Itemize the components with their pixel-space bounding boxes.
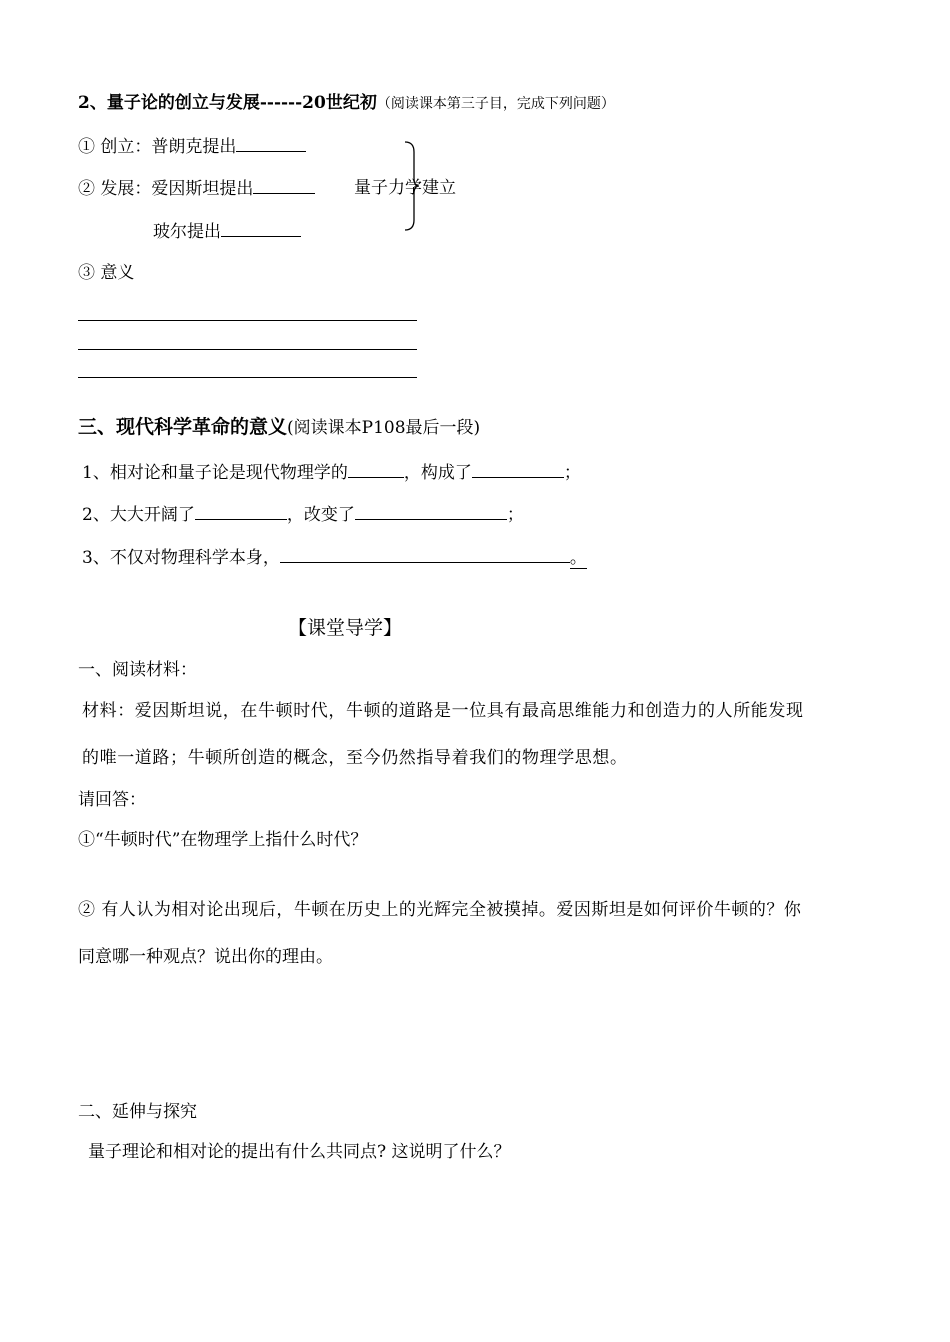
section2-heading-note: （阅读课本第三子目，完成下列问题） bbox=[376, 96, 615, 112]
answer-line-3[interactable] bbox=[78, 377, 417, 378]
answer-line-2[interactable] bbox=[78, 349, 417, 350]
guide-q1: ①“牛顿时代”在物理学上指什么时代？ bbox=[78, 830, 368, 850]
q3-end: 。 bbox=[569, 548, 587, 568]
q1-text-a: 1、相对论和量子论是现代物理学的 bbox=[82, 463, 348, 483]
item-creation-label: ① 创立：普朗克提出 bbox=[78, 137, 237, 157]
section3-heading bbox=[78, 414, 480, 441]
item-development bbox=[78, 177, 315, 200]
blank-q1-a[interactable] bbox=[348, 461, 404, 478]
guide-title: 【课堂导学】 bbox=[288, 617, 403, 639]
blank-einstein[interactable] bbox=[253, 177, 315, 194]
answer-line-1[interactable] bbox=[78, 320, 417, 321]
blank-bohr[interactable] bbox=[221, 220, 301, 237]
blank-q3[interactable] bbox=[280, 546, 570, 563]
blank-q2-a[interactable] bbox=[195, 503, 287, 520]
section3-heading-note: (阅读课本P108最后一段) bbox=[287, 418, 481, 438]
section3-heading-text: 三、现代科学革命的意义 bbox=[78, 416, 288, 438]
item-bohr bbox=[153, 220, 301, 243]
section2-heading-text: 2、量子论的创立与发展------20世纪初 bbox=[78, 93, 377, 113]
item-creation bbox=[78, 135, 306, 158]
q2-end: ； bbox=[506, 505, 524, 525]
q1-end: ； bbox=[563, 463, 581, 483]
item-bohr-label: 玻尔提出 bbox=[153, 222, 221, 242]
section3-q3 bbox=[82, 546, 587, 569]
blank-planck[interactable] bbox=[236, 135, 306, 152]
right-brace bbox=[404, 140, 420, 232]
part2-title: 二、延伸与探究 bbox=[78, 1102, 197, 1122]
section3-q2 bbox=[82, 503, 524, 526]
material-line-2: 的唯一道路；牛顿所创造的概念，至今仍然指导着我们的物理学思想。 bbox=[82, 748, 628, 768]
answer-prompt: 请回答： bbox=[78, 790, 146, 810]
quantum-mechanics-established: 量子力学建立 bbox=[354, 178, 456, 198]
q2-text-a: 2、大大开阔了 bbox=[82, 505, 195, 525]
item-development-label: ② 发展：爱因斯坦提出 bbox=[78, 179, 254, 199]
guide-q2-line-2: 同意哪一种观点？说出你的理由。 bbox=[78, 947, 333, 967]
blank-q2-b[interactable] bbox=[355, 503, 507, 520]
section3-q1 bbox=[82, 461, 581, 484]
item-significance: ③ 意义 bbox=[78, 263, 135, 283]
part2-question: 量子理论和相对论的提出有什么共同点? 这说明了什么？ bbox=[88, 1142, 511, 1162]
material-line-1: 材料：爱因斯坦说，在牛顿时代，牛顿的道路是一位具有最高思维能力和创造力的人所能发现 bbox=[82, 701, 804, 721]
q2-text-b: ，改变了 bbox=[286, 505, 355, 525]
section2-heading bbox=[78, 92, 615, 115]
q3-text-a: 3、不仅对物理科学本身， bbox=[82, 548, 280, 568]
guide-q2-line-1: ② 有人认为相对论出现后，牛顿在历史上的光辉完全被摸掉。爱因斯坦是如何评价牛顿的？你 bbox=[78, 900, 802, 920]
q1-text-b: ，构成了 bbox=[403, 463, 472, 483]
part1-title: 一、阅读材料： bbox=[78, 660, 197, 680]
blank-q1-b[interactable] bbox=[472, 461, 564, 478]
